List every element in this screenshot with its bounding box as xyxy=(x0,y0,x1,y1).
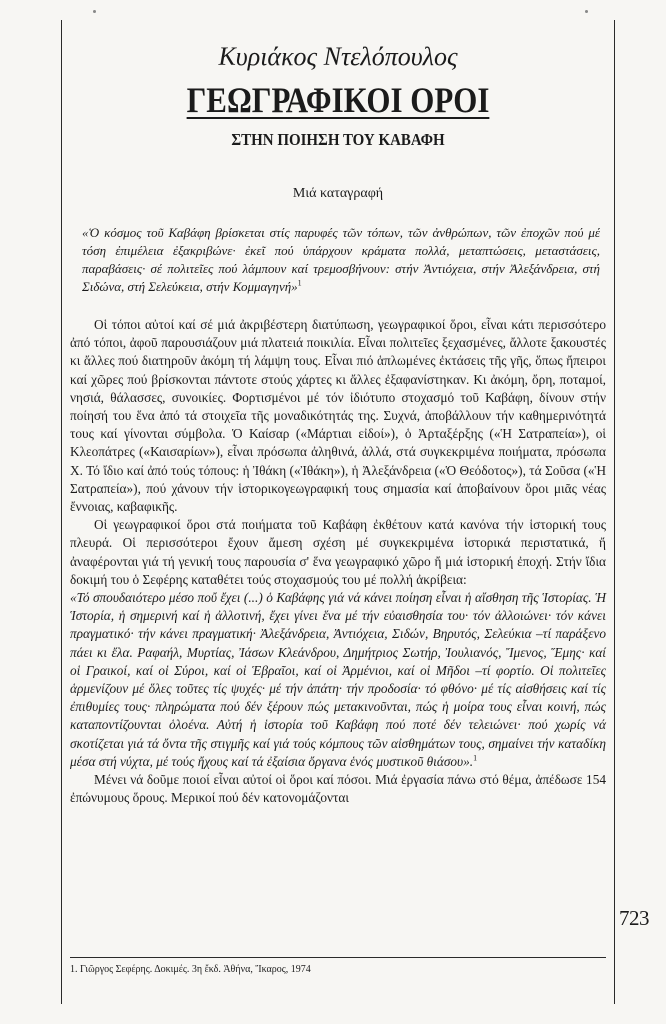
body-paragraph: Μένει νά δοῦμε ποιοί εἶναι αὐτοί οἱ ὅροι καί πόσοι. Μιά ἐργασία πάνω στό θέμα, ἀπέδωσε 154 ἐπώνυμους ὅρους. Μερικοί πού δέν κατονομάζονται xyxy=(70,772,606,806)
epigraph xyxy=(82,224,600,296)
scan-speck xyxy=(93,10,96,13)
body-paragraph: Οἱ γεωγραφικοί ὅροι στά ποιήματα τοῦ Καβάφη ἐκθέτουν κατά κανόνα τήν ἱστορική τους πλευρά. Οἱ περισσότεροι ἔχουν ἄμεση σχέση μέ συγκεκριμένα ἱστορικά περιστατικά, ἤ ἀναφέρονται γιά τή γενική τους παρουσία σ' ἕνα γεωγραφικό χῶρο ἤ μιά ἱστορική ἐποχή. Στήν ἴδια δοκιμή του ὁ Σεφέρης καταθέτει τούς στοχασμούς του μέ πολλή ἀκρίβεια: xyxy=(70,517,606,587)
block-quote xyxy=(70,589,606,771)
footnote-ref: 1 xyxy=(297,278,302,288)
right-margin-rule xyxy=(614,20,615,1004)
epigraph-text: «Ὁ κόσμος τοῦ Καβάφη βρίσκεται στίς παρυφές τῶν τόπων, τῶν ἀνθρώπων, τῶν ἐποχῶν πού μέ τόση ἐπιμέλεια ἐξακριβώνε· ἐκεῖ πού ὑπάρχουν κράματα πολλά, μεταπτώσεις, μεταστάσεις, παραβάσεις· σέ πολιτεῖες πού λάμπουν καί τρεμοσβήνουν: στήν Ἀντιόχεια, στήν Ἀλεξάνδρεια, στή Σιδώνα, στή Σελεύκεια, στήν Κομμαγηνή» xyxy=(82,225,600,294)
quote-text: «Τό σπουδαιότερο μέσο ποὔ ἔχει (...) ὁ Καβάφης γιά νά κάνει ποίηση εἶναι ἡ αἴσθηση τῆς Ἱστορίας. Ἡ Ἱστορία, ἡ σημερινή καί ἡ ἀλλοτινή, ἔχει γίνει ἕνα μέ τήν εὐαισθησία του· τόν ἀλλοιώνει· τόν κάνει πραγματικό· τήν κάνει πραγματική· Ἀλεξάνδρεια, Ἀντιόχεια, Σιδών, Βηρυτός, Σελεύκια –τί παράξενο πάει κι ἔλα. Ραφαήλ, Μυρτίας, Ἰάσων Κλεάνδρου, Δημήτριος Σωτήρ, Ἰουλιανός, Ἴμενος, Ἕμης· καί οἱ Γραικοί, καί οἱ Σύροι, καί οἱ Ἑβραῖοι, καί οἱ Ἀρμένιοι, καί οἱ Μῆδοι –τί φορτίο. Οἱ πολιτεῖες ἁρμενίζουν μέ ὅλες τοῦτες τίς ψυχές· μέ τήν ἀπάτη· τήν προδοσία· τό φθόνο· μέ τίς αἰσθήσεις καί τίς ἐπιθυμίες τους· πληρώματα πού δέν ξέρουν πώς μετακινοῦνται, πώς ἡ μοίρα τους εἶναι κοινή, πώς καταποντίζουνται ὁλοένα. Αὐτή ἡ ἱστορία τοῦ Καβάφη πού ποτέ δέν τελειώνει· πού χωρίς νά σκοτίζεται γιά τά ὄντα τῆς στιγμῆς καί γιά τούς κόμπους τῶν αἰσθημάτων τους, σημαίνει τήν καταδίκη μέσα στή νύχτα, μέ τούς ἤχους καί τά ἐξαίσια ὄργανα ἑνός μυστικοῦ θιάσου». xyxy=(70,590,606,769)
article-subtitle: ΣΤΗΝ ΠΟΙΗΣΗ ΤΟΥ ΚΑΒΑΦΗ xyxy=(231,130,445,149)
page-number: 723 xyxy=(619,906,649,930)
scan-speck xyxy=(585,10,588,13)
left-margin-rule xyxy=(61,20,62,1004)
body-paragraph: Οἱ τόποι αὐτοί καί σέ μιά ἀκριβέστερη διατύπωση, γεωγραφικοί ὅροι, εἶναι κάτι περισσότερο ἀπό τόποι, ἀφοῦ παρουσιάζουν μιά πλατειά ποικιλία. Εἶναι πολιτεῖες ξεχασμένες, ἄλλοτε ξακουστές κι ἄλλες πού διατηροῦν ἀκόμη τή λάμψη τους. Εἶναι πιό ἁπλωμένες ἐκτάσεις τῆς γῆς, ὅπως ἤπειροι καί χῶρες πού βρίσκονται πάντοτε στούς χάρτες κι ἄλλες ἐξαφανίστηκαν. Κι ἀκόμη, ὄρη, ποταμοί, νησιά, θάλασσες, συνοικίες. Φορτισμένοι μέ τόν ἰδιότυπο στοχασμό τοῦ Καβάφη, δίνουν στήν ποίησή του ἕνα ἀπό τά στοιχεῖα τῆς μοναδικότητάς της. Συχνά, ἀποβάλλουν τήν καθημερινότητά τους καί γίνονται σύμβολα. Ὁ Καίσαρ («Μάρτιαι εἰδοί»), ὁ Ἀρταξέρξης («Ἡ Σατραπεία»), οἱ Κλεοπάτρες («Καισαρίων»), εἶναι πρόσωπα ἀληθινά, ἀλλά, στά συγκεκριμένα ποιήματα, πρόσωπα Χ. Τό ἴδιο καί ἀπό τούς τόπους: ἡ Ἰθάκη («Ἰθάκη»), ἡ Ἀλεξάνδρεια («Ὁ Θεόδοτος»), τά Σοῦσα («Ἡ Σατραπεία»), πού χάνουν τήν ἱστορικογεωγραφική τους σημασία καί ἀποβαίνουν ὅροι μιᾶς νέας ἔννοιας, καβαφικῆς. xyxy=(70,317,606,515)
page-content xyxy=(70,42,606,807)
article-title: ΓΕΩΓΡΑΦΙΚΟΙ ΟΡΟΙ xyxy=(186,80,490,120)
section-label: Μιά καταγραφή xyxy=(292,186,384,201)
footnote: 1. Γιῶργος Σεφέρης. Δοκιμές. 3η ἔκδ. Ἀθήνα, Ἴκαρος, 1974 xyxy=(70,964,311,975)
footnote-ref: 1 xyxy=(473,753,478,763)
footnote-rule xyxy=(70,957,606,958)
author-name: Κυριάκος Ντελόπουλος xyxy=(218,42,458,71)
